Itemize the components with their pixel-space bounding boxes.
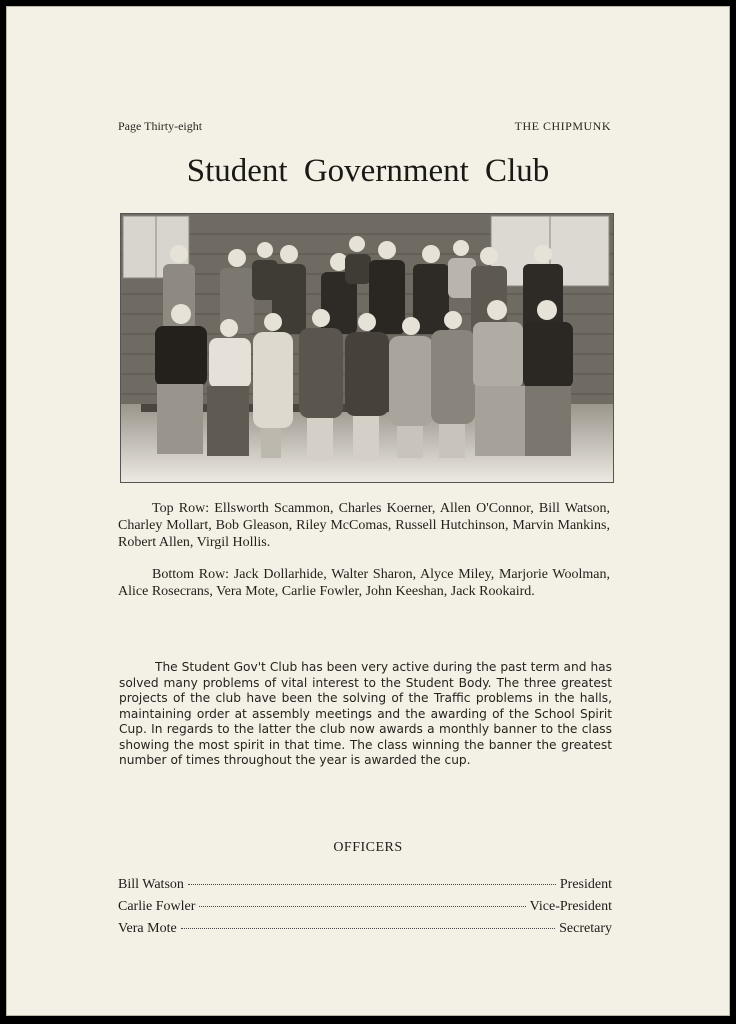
publication-name: THE CHIPMUNK (514, 119, 611, 133)
officer-row (118, 899, 612, 919)
page-number: Page Thirty-eight (118, 119, 203, 133)
officers-heading: OFFICERS (333, 840, 403, 855)
officer-role: Secretary (559, 921, 612, 936)
yearbook-page (6, 6, 730, 1016)
group-photo (120, 213, 614, 483)
dot-leader (181, 928, 555, 929)
officer-name: Vera Mote (118, 921, 177, 936)
bottom-row-caption: Bottom Row: Jack Dollarhide, Walter Sharon, Alyce Miley, Marjorie Woolman, Alice Rosecrans, Vera Mote, Carlie Fowler, John Keeshan, Jack Rookaird. (118, 567, 610, 599)
officer-role: Vice-President (529, 899, 612, 914)
top-row-caption: Top Row: Ellsworth Scammon, Charles Koerner, Allen O'Connor, Bill Watson, Charley Mollart, Bob Gleason, Riley McComas, Russell Hutchinson, Marvin Mankins, Robert Allen, Virgil Hollis. (118, 501, 610, 550)
officer-name: Bill Watson (118, 877, 184, 892)
club-description: The Student Gov't Club has been very active during the past term and has solved many problems of vital interest to the Student Body. The three greatest projects of the club have been the solving of the Traffic problems in the halls, maintaining order at assembly meetings and the awarding of the School Spirit Cup. In regards to the latter the club now awards a monthly banner to the class showing the most spirit in that time. The class winning the banner the greatest number of times throughout the year is awarded the cup. (119, 660, 612, 767)
dot-leader (188, 884, 556, 885)
officer-role: President (559, 877, 612, 892)
officer-row (118, 877, 612, 897)
page-title: Student Government Club (186, 153, 550, 189)
officer-row (118, 921, 612, 941)
dot-leader (199, 906, 525, 907)
officer-name: Carlie Fowler (118, 899, 196, 914)
